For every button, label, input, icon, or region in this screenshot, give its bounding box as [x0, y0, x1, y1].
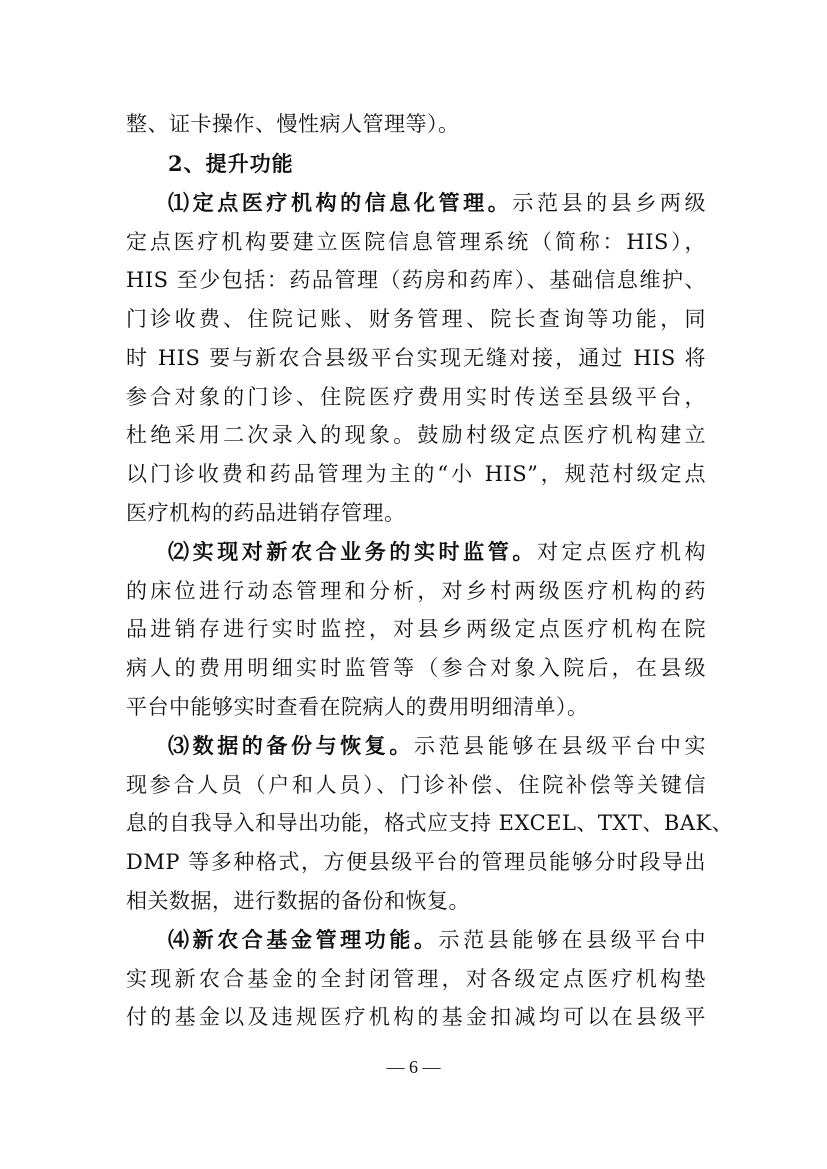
paragraph-1-line-2: 定点医疗机构要建立医院信息管理系统（简称：HIS），: [126, 230, 706, 254]
paragraph-3-line-1: [168, 732, 706, 760]
paragraph-1-text: 示范县的县乡两级: [512, 191, 707, 215]
paragraph-1-line-6: 参合对象的门诊、住院医疗费用实时传送至县级平台，: [126, 385, 706, 409]
paragraph-2-line-1: [168, 538, 706, 566]
paragraph-1-line-3: HIS 至少包括：药品管理（药房和药库）、基础信息维护、: [126, 268, 706, 292]
paragraph-1-line-9: 医疗机构的药品进销存管理。: [126, 501, 406, 525]
paragraph-2-line-2: 的床位进行动态管理和分析，对乡村两级医疗机构的药: [126, 579, 706, 603]
paragraph-1-title: ⑴定点医疗机构的信息化管理。: [168, 190, 513, 215]
section-heading: 2、提升功能: [168, 151, 294, 176]
paragraph-3-title: ⑶数据的备份与恢复。: [168, 733, 414, 758]
paragraph-3-line-3: 息的自我导入和导出功能，格式应支持 EXCEL、TXT、BAK、: [126, 811, 734, 835]
paragraph-2-text: 对定点医疗机构: [536, 540, 707, 564]
paragraph-4-title: ⑷新农合基金管理功能。: [168, 927, 439, 952]
paragraph-2-line-3: 品进销存进行实时监控，对县乡两级定点医疗机构在院: [126, 617, 706, 641]
paragraph-1-line-1: [168, 189, 706, 217]
paragraph-2-line-4: 病人的费用明细实时监管等（参合对象入院后，在县级: [126, 656, 706, 680]
paragraph-1-line-4: 门诊收费、住院记账、财务管理、院长查询等功能，同: [126, 307, 706, 331]
paragraph-3-line-4: DMP 等多种格式，方便县级平台的管理员能够分时段导出: [126, 850, 706, 874]
paragraph-3-line-2: 现参合人员（户和人员）、门诊补偿、住院补偿等关键信: [126, 773, 706, 797]
paragraph-4-line-3: 付的基金以及违规医疗机构的基金扣减均可以在县级平: [126, 1005, 706, 1029]
paragraph-1-line-8: 以门诊收费和药品管理为主的“小 HIS”，规范村级定点: [126, 462, 706, 486]
page-number: — 6 —: [386, 1057, 441, 1077]
intro-tail-line: 整、证卡操作、慢性病人管理等）。: [126, 112, 460, 136]
paragraph-4-line-1: [168, 926, 706, 954]
paragraph-4-line-2: 实现新农合基金的全封闭管理，对各级定点医疗机构垫: [126, 967, 706, 991]
paragraph-3-text: 示范县能够在县级平台中实: [413, 734, 706, 758]
paragraph-1-line-5: 时 HIS 要与新农合县级平台实现无缝对接，通过 HIS 将: [126, 346, 706, 370]
paragraph-4-text: 示范县能够在县级平台中: [438, 928, 706, 952]
paragraph-1-line-7: 杜绝采用二次录入的现象。鼓励村级定点医疗机构建立: [126, 423, 706, 447]
paragraph-2-title: ⑵实现对新农合业务的实时监管。: [168, 539, 537, 564]
paragraph-3-line-5: 相关数据，进行数据的备份和恢复。: [126, 889, 470, 913]
paragraph-2-line-5: 平台中能够实时查看在院病人的费用明细清单）。: [126, 695, 589, 719]
